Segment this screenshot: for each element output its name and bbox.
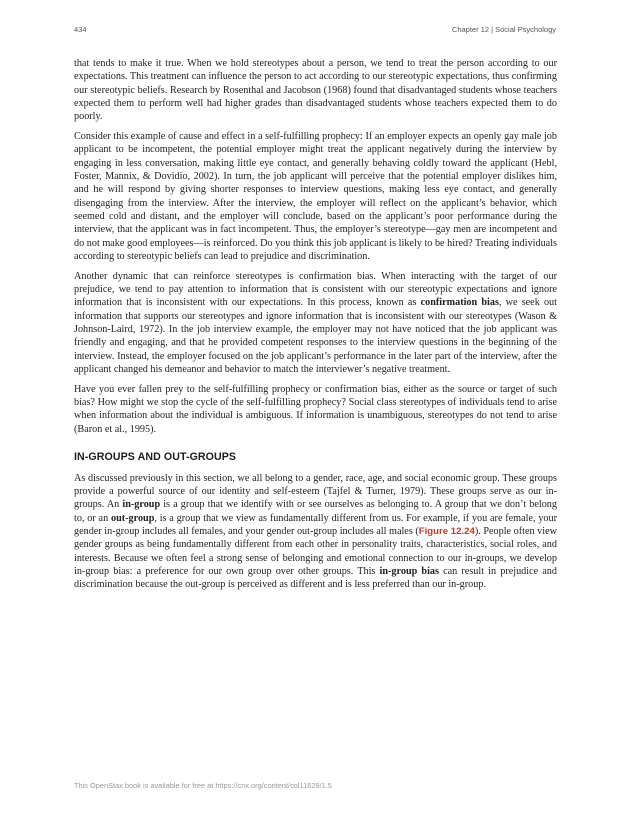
- page-content: [74, 57, 557, 592]
- figure-link[interactable]: Figure 12.24: [418, 525, 475, 537]
- paragraph-2: Consider this example of cause and effect in a self-fulfilling prophecy: If an employer expects an openly gay male job applicant to be incompetent, the potential employer might treat the applicant negatively during the interview by engaging in less conversation, making little eye contact, and generally behaving coldly toward the applicant (Hebl, Foster, Mannix, & Dovidio, 2002). In turn, the job applicant will perceive that the potential employer dislikes him, and he will respond by giving shorter responses to interview questions, making less eye contact, and generally disengaging from the interview. After the interview, the employer will reflect on the applicant’s behavior, which seemed cold and distant, and the employer will conclude, based on the applicant’s poor performance during the interview, that the applicant was in fact incompetent. Thus, the employer’s stereotype—gay men are incompetent and do not make good employees—is reinforced. Do you think this job applicant is likely to be hired? Treating individuals according to stereotypic beliefs can lead to prejudice and discrimination.: [74, 131, 557, 263]
- paragraph-1: that tends to make it true. When we hold stereotypes about a person, we tend to treat the person according to our expectations. This treatment can influence the person to act according to our stereotypic expectations, thus confirming our stereotypic beliefs. Research by Rosenthal and Jacobson (1968) found that disadvantaged students whose teachers expected them to perform well had higher grades than disadvantaged students whose teachers expected them to do poorly.: [74, 58, 557, 123]
- section-text-4: ). People often view gender groups as being fundamentally different from each other in personality traits, characteristics, social roles, and interests. Because we often feel a strong sense of belonging and emotional connection to our in-groups, we develop in-group bias: a preference for our own group over other groups. This: [74, 525, 557, 577]
- page-number: 434: [74, 25, 87, 34]
- paragraph-4: Have you ever fallen prey to the self-fulfilling prophecy or confirmation bias, either as the source or target of such bias? How might we stop the cycle of the self-fulfilling prophecy? Social class stereotypes of individuals tend to arise when information about the individual is ambiguous. If information is unambiguous, stereotypes do not tend to arise (Baron et al., 1995).: [74, 383, 557, 435]
- paragraph-3: [74, 270, 557, 377]
- term-confirmation-bias: confirmation bias: [420, 297, 499, 309]
- page-footer: This OpenStax book is available for free at https://cnx.org/content/col11629/1.5: [74, 781, 332, 790]
- section-paragraph: [74, 472, 557, 592]
- section-text-3: , is a group that we view as fundamentally different from us. For example, if you are female, your gender in-group includes all females, and your gender out-group includes all males (: [74, 512, 557, 537]
- section-text-2: is a group that we identify with or see ourselves as belonging to. A group that we don’t belong to, or an: [74, 499, 557, 524]
- term-in-group: in-group: [122, 499, 161, 511]
- section-text-1: As discussed previously in this section, we all belong to a gender, race, age, and social economic group. These groups provide a powerful source of our identity and self-esteem (Tajfel & Turner, 1979). These groups serve as our in-groups. An: [74, 472, 557, 511]
- term-in-group-bias: in-group bias: [379, 565, 439, 577]
- paragraph-3-text-b: , we seek out information that supports our stereotypes and ignore information that is inconsistent with our stereotypes (Wason & Johnson-Laird, 1972). In the job interview example, the employer may not have noticed that the job applicant was friendly and engaging, and that he provided competent responses to the interview questions in the beginning of the interview. Instead, the employer focused on the job applicant’s performance in the later part of the interview, after the applicant changed his demeanor and behavior to match the interviewer’s negative treatment.: [74, 297, 557, 376]
- term-out-group: out-group: [110, 512, 155, 524]
- section-text-5: can result in prejudice and discrimination because the out-group is perceived as different and is less preferred than our in-group.: [74, 565, 557, 591]
- paragraph-3-text-a: Another dynamic that can reinforce stereotypes is confirmation bias. When interacting with the target of our prejudice, we tend to pay attention to information that is consistent with our stereotypic expectations and ignore information that is inconsistent with our expectations. In this process, known as: [74, 270, 557, 309]
- chapter-header: Chapter 12 | Social Psychology: [451, 25, 556, 34]
- section-heading: IN-GROUPS AND OUT-GROUPS: [74, 451, 237, 464]
